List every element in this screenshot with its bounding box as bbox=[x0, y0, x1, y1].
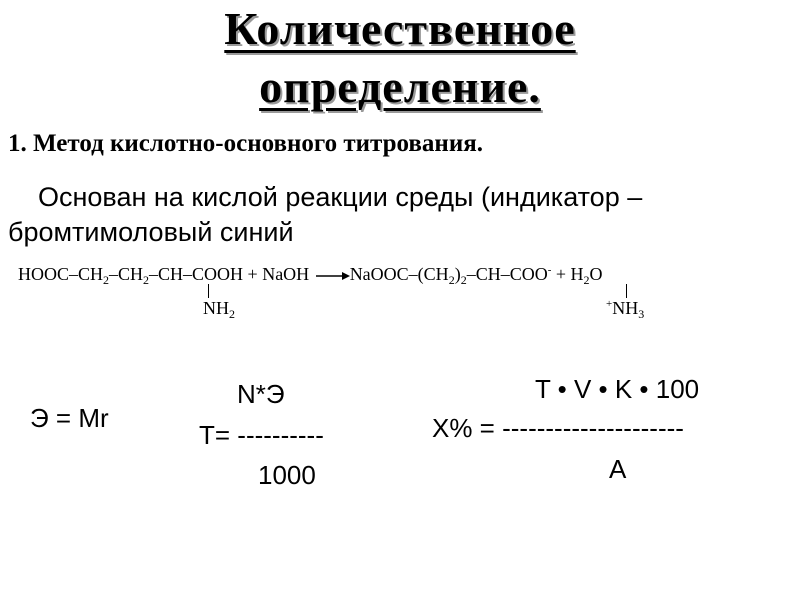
reactant-subscript-1: 2 bbox=[103, 273, 110, 287]
product-bond-line bbox=[626, 284, 627, 298]
reaction-equation bbox=[18, 264, 603, 287]
water-oxygen: O bbox=[589, 264, 603, 284]
product-part-2: ) bbox=[454, 264, 461, 284]
reactant-subscript-2: 2 bbox=[143, 273, 150, 287]
water-subscript: 2 bbox=[583, 273, 590, 287]
product-amino-group bbox=[606, 298, 645, 321]
reactant-part-3: –CH–COOH + NaOH bbox=[149, 264, 310, 284]
product-nh: NH bbox=[612, 298, 639, 318]
reactant-part-2: –CH bbox=[109, 264, 144, 284]
titer-numerator: N*Э bbox=[237, 379, 285, 409]
reaction-arrow-icon bbox=[314, 264, 350, 284]
reactant-amino-group bbox=[203, 298, 235, 321]
product-part-4: + H bbox=[551, 264, 584, 284]
percent-denominator: A bbox=[609, 454, 627, 484]
title-line-1: Количественное bbox=[224, 3, 576, 54]
titer-denominator: 1000 bbox=[258, 460, 316, 490]
reactant-part-1: HOOC–CH bbox=[18, 264, 104, 284]
titer-formula: T= ---------- bbox=[199, 420, 324, 450]
equivalent-formula: Э = Mr bbox=[30, 403, 109, 433]
product-subscript-2: 2 bbox=[460, 273, 467, 287]
method-heading: 1. Метод кислотно-основного титрования. bbox=[8, 130, 483, 157]
product-part-1: NaOOC–(CH bbox=[349, 264, 449, 284]
title-line-2: определение. bbox=[259, 61, 541, 112]
percent-formula: X% = --------------------- bbox=[432, 413, 684, 443]
product-subscript-1: 2 bbox=[448, 273, 455, 287]
reactant-bond-line bbox=[208, 284, 209, 298]
product-charge: - bbox=[547, 264, 552, 276]
percent-numerator: T • V • K • 100 bbox=[535, 374, 700, 404]
product-part-3: –CH–COO bbox=[466, 264, 548, 284]
description-line-1: Основан на кислой реакции среды (индикатор – bbox=[38, 182, 643, 212]
product-nh-charge: + bbox=[606, 298, 613, 310]
product-nh-subscript: 3 bbox=[638, 307, 645, 321]
reactant-nh: NH bbox=[203, 298, 229, 318]
reactant-nh-subscript: 2 bbox=[229, 307, 235, 321]
description-line-2: бромтимоловый синий bbox=[8, 217, 294, 247]
